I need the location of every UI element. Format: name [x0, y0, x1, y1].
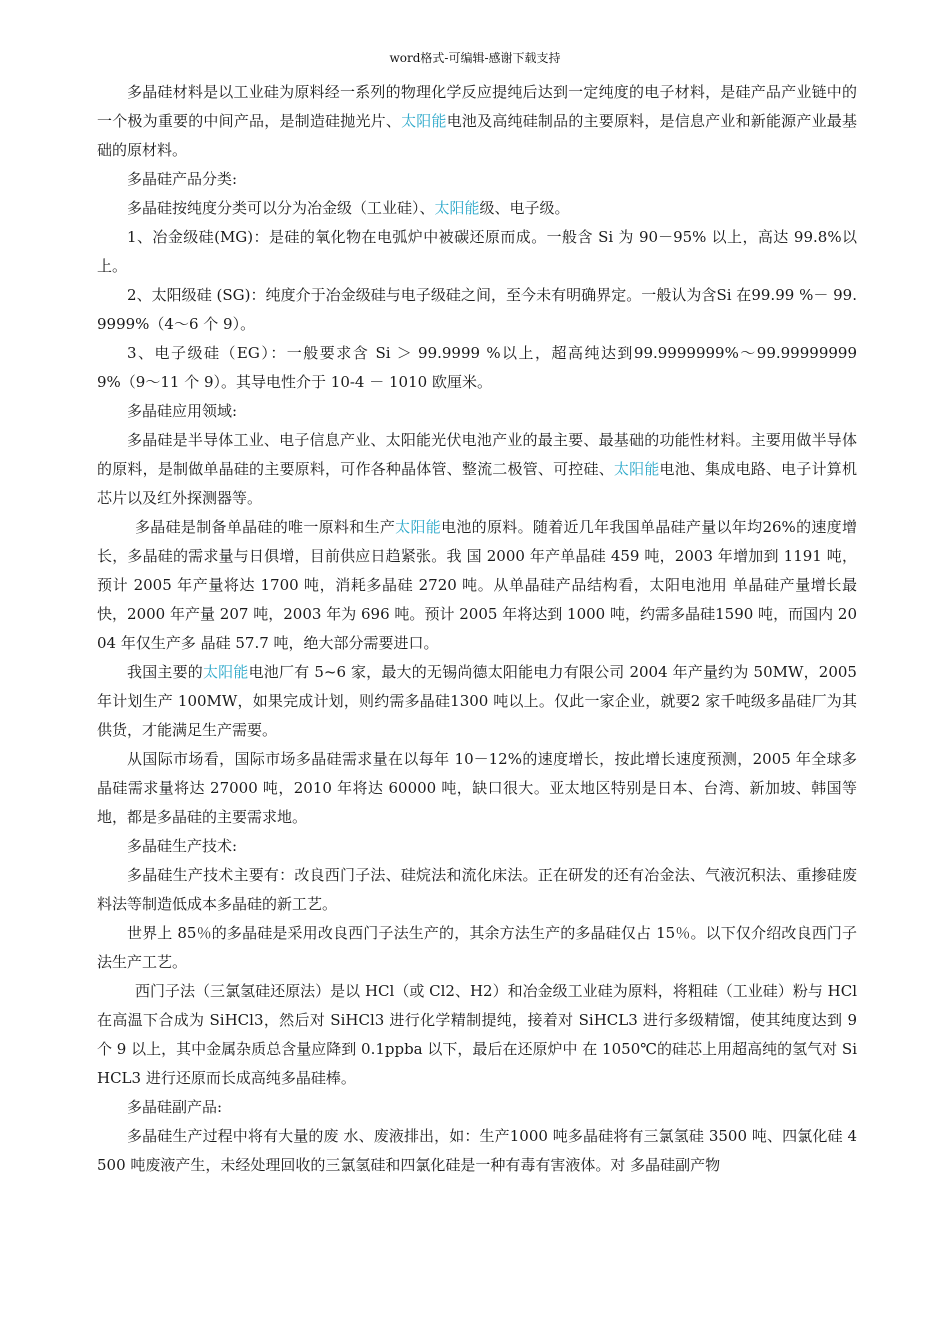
heading-applications: [97, 397, 857, 426]
paragraph-applications: [97, 426, 857, 513]
paragraph-international-market: [97, 745, 857, 832]
text-segment: 多晶硅材料是以工业硅为原料经一系列的物理化学反应提纯后达到一定纯度的电子材料，是硅产品产业链中的一个极为重要的中间产品，是制造硅抛光片、: [97, 83, 857, 130]
solar-energy-link[interactable]: 太阳能: [395, 518, 442, 536]
document-body: [97, 78, 857, 1180]
page-header: word格式-可编辑-感谢下载支持: [389, 51, 561, 65]
text-segment: 电池厂有 5~6 家，最大的无锡尚德太阳能电力有限公司 2004 年产量约为 50MW，2005 年计划生产 100MW，如果完成计划，则约需多晶硅1300 吨以上。仅此一家企业，就要2 家千吨级多晶硅厂为其供货，才能满足生产需要。: [97, 663, 857, 739]
paragraph-siemens-process: [97, 977, 857, 1093]
text-segment: 西门子法（三氯氢硅还原法）是以 HCl（或 Cl2、H2）和冶金级工业硅为原料，将粗硅（工业硅）粉与 HCl 在高温下合成为 SiHCl3，然后对 SiHCl3 进行化学精制提纯，接着对 SiHCL3 进行多级精馏，使其纯度达到 9 个 9 以上，其中金属杂质总含量应降到 0.1ppba 以下，最后在还原炉中 在 1050℃的硅芯上用超高纯的氢气对 SiHCL3 进行还原而长成高纯多晶硅棒。: [97, 982, 857, 1087]
text-segment: 级、电子级。: [479, 199, 570, 217]
section-heading: 多晶硅副产品:: [127, 1098, 223, 1116]
section-heading: 多晶硅产品分类:: [127, 170, 238, 188]
text-segment: 1、冶金级硅(MG)：是硅的氧化物在电弧炉中被碳还原而成。一般含 Si 为 90－95% 以上，高达 99.8%以上。: [97, 228, 857, 275]
text-segment: 多晶硅按纯度分类可以分为冶金级（工业硅）、: [127, 199, 435, 217]
text-segment: 3、电子级硅（EG）：一般要求含 Si ＞ 99.9999 %以上，超高纯达到99.9999999%～99.999999999%（9～11 个 9）。其导电性介于 10-4 － 1010 欧厘米。: [97, 344, 857, 391]
section-heading: 多晶硅应用领域:: [127, 402, 238, 420]
text-segment: 2、太阳级硅 (SG)：纯度介于冶金级硅与电子级硅之间，至今未有明确界定。一般认为含Si 在99.99 %－ 99.9999%（4～6 个 9）。: [97, 286, 857, 333]
paragraph-production-methods: [97, 861, 857, 919]
solar-energy-link[interactable]: 太阳能: [202, 663, 249, 681]
text-segment: 电池及高纯硅制品的主要原料，是信息产业和新能源产业最基础的原材料。: [97, 112, 857, 159]
paragraph-byproducts: [97, 1122, 857, 1180]
text-segment: 电池的原料。随着近几年我国单晶硅产量以年均26%的速度增长，多晶硅的需求量与日俱增，目前供应日趋紧张。我 国 2000 年产单晶硅 459 吨，2003 年增加到 1191 吨，预计 2005 年产量将达 1700 吨，消耗多晶硅 2720 吨。从单晶硅产品结构看，太阳电池用 单晶硅产量增长最快，2000 年产量 207 吨，2003 年为 696 吨。预计 2005 年将达到 1000 吨，约需多晶硅1590 吨，而国内 2004 年仅生产多 晶硅 57.7 吨，绝大部分需要进口。: [97, 518, 857, 652]
solar-energy-link[interactable]: 太阳能: [434, 199, 480, 217]
paragraph-solar-grade: [97, 281, 857, 339]
paragraph-metallurgical-grade: [97, 223, 857, 281]
paragraph-domestic-demand: [97, 513, 857, 658]
text-segment: 从国际市场看，国际市场多晶硅需求量在以每年 10－12%的速度增长，按此增长速度预测，2005 年全球多晶硅需求量将达 27000 吨，2010 年将达 60000 吨，缺口很大。亚太地区特别是日本、台湾、新加坡、韩国等地，都是多晶硅的主要需求地。: [97, 750, 857, 826]
text-segment: 多晶硅生产技术主要有：改良西门子法、硅烷法和流化床法。正在研发的还有冶金法、气液沉积法、重掺硅废料法等制造低成本多晶硅的新工艺。: [97, 866, 857, 913]
section-heading: 多晶硅生产技术:: [127, 837, 238, 855]
heading-production-technology: [97, 832, 857, 861]
paragraph-siemens-share: [97, 919, 857, 977]
paragraph-purity-classes: [97, 194, 857, 223]
solar-energy-link[interactable]: 太阳能: [401, 112, 447, 130]
text-segment: 多晶硅生产过程中将有大量的废 水、废液排出，如：生产1000 吨多晶硅将有三氯氢硅 3500 吨、四氯化硅 4500 吨废液产生，未经处理回收的三氯氢硅和四氯化硅是一种有毒有害液体。对 多晶硅副产物: [97, 1127, 857, 1174]
paragraph-domestic-manufacturers: [97, 658, 857, 745]
text-segment: 电池、集成电路、电子计算机芯片以及红外探测器等。: [97, 460, 857, 507]
text-segment: 我国主要的: [127, 663, 203, 681]
heading-product-classification: [97, 165, 857, 194]
heading-byproducts: [97, 1093, 857, 1122]
solar-energy-link[interactable]: 太阳能: [613, 460, 660, 478]
text-segment: 多晶硅是半导体工业、电子信息产业、太阳能光伏电池产业的最主要、最基础的功能性材料。主要用做半导体的原料，是制做单晶硅的主要原料，可作各种晶体管、整流二极管、可控硅、: [97, 431, 857, 478]
paragraph-electronic-grade: [97, 339, 857, 397]
text-segment: 多晶硅是制备单晶硅的唯一原料和生产: [135, 518, 396, 536]
text-segment: 世界上 85％的多晶硅是采用改良西门子法生产的，其余方法生产的多晶硅仅占 15％。以下仅介绍改良西门子法生产工艺。: [97, 924, 857, 971]
paragraph-intro: [97, 78, 857, 165]
